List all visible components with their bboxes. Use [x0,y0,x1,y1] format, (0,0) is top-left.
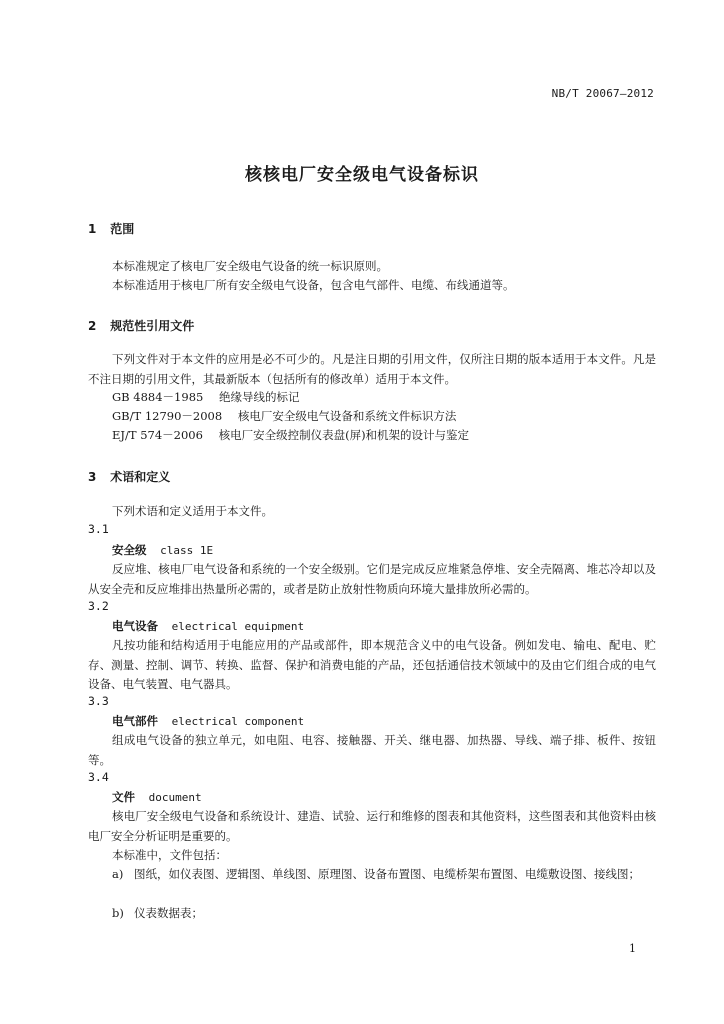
term-heading [112,542,213,558]
reference-title: 核电厂安全级控制仪表盘(屏)和机架的设计与鉴定 [218,428,470,442]
reference-code: GB/T 12790－2008 [112,409,223,423]
reference-code: GB 4884－1985 [112,390,204,404]
list-marker: b) [112,906,124,920]
term-zh: 安全级 [112,543,147,557]
reference-title: 核电厂安全级电气设备和系统文件标识方法 [237,409,457,423]
paragraph: 本标准中，文件包括： [112,848,227,862]
term-definition: 核电厂安全级电气设备和系统设计、建造、试验、运行和维修的图表和其他资料，这些图表和其他资料由核电厂安全分析证明是重要的。 [88,809,656,843]
standard-code: NB/T 20067—2012 [551,87,654,100]
page-number: 1 [629,942,636,955]
term-definition: 反应堆、核电厂电气设备和系统的一个安全级别。它们是完成反应堆紧急停堆、安全壳隔离、堆芯冷却以及从安全壳和反应堆排出热量所必需的，或者是防止放射性物质向环境大量排放所必需的。 [88,562,656,596]
section-title: 术语和定义 [110,470,171,484]
reference-item [112,389,299,405]
section-1-heading [88,220,134,237]
section-2-heading [88,317,194,334]
term-number: 3.2 [88,599,109,613]
section-title: 规范性引用文件 [110,319,195,333]
term-zh: 文件 [112,790,135,804]
term-en: electrical equipment [171,620,305,633]
section-number: 3 [88,470,97,484]
term-definition: 组成电气设备的独立单元，如电阻、电容、接触器、开关、继电器、加热器、导线、端子排、板件、按钮等。 [88,733,656,767]
list-text: 图纸，如仪表图、逻辑图、单线图、原理图、设备布置图、电缆桥架布置图、电缆敷设图、接线图； [134,867,640,881]
reference-item [112,427,469,443]
term-number: 3.3 [88,694,109,708]
term-zh: 电气部件 [112,714,158,728]
term-en: document [148,791,202,804]
section-title: 范围 [110,222,135,236]
reference-code: EJ/T 574－2006 [112,428,203,442]
term-en: electrical component [171,715,305,728]
term-heading [112,618,304,634]
paragraph: 下列文件对于本文件的应用是必不可少的。凡是注日期的引用文件，仅所注日期的版本适用于本文件。凡是不注日期的引用文件，其最新版本（包括所有的修改单）适用于本文件。 [88,352,656,386]
term-en: class 1E [160,544,214,557]
list-item [112,904,656,924]
document-title: 核核电厂安全级电气设备标识 [245,165,479,185]
paragraph: 本标准适用于核电厂所有安全级电气设备，包含电气部件、电缆、布线通道等。 [112,278,515,292]
list-item [112,865,656,885]
list-marker: a) [112,867,124,881]
term-number: 3.4 [88,770,109,784]
section-3-heading [88,468,170,485]
section-number: 1 [88,222,97,236]
paragraph: 本标准规定了核电厂安全级电气设备的统一标识原则。 [112,259,388,273]
term-definition: 凡按功能和结构适用于电能应用的产品或部件，即本规范含义中的电气设备。例如发电、输电、配电、贮存、测量、控制、调节、转换、监督、保护和消费电能的产品，还包括通信技术领域中的及由它们组合成的电气设备、电气装置、电气器具。 [88,638,656,691]
reference-title: 绝缘导线的标记 [218,390,300,404]
term-heading [112,789,202,805]
term-heading [112,713,304,729]
term-number: 3.1 [88,522,109,536]
list-text: 仪表数据表； [134,906,203,920]
term-zh: 电气设备 [112,619,158,633]
section-number: 2 [88,319,97,333]
reference-item [112,408,456,424]
paragraph: 下列术语和定义适用于本文件。 [112,504,273,518]
